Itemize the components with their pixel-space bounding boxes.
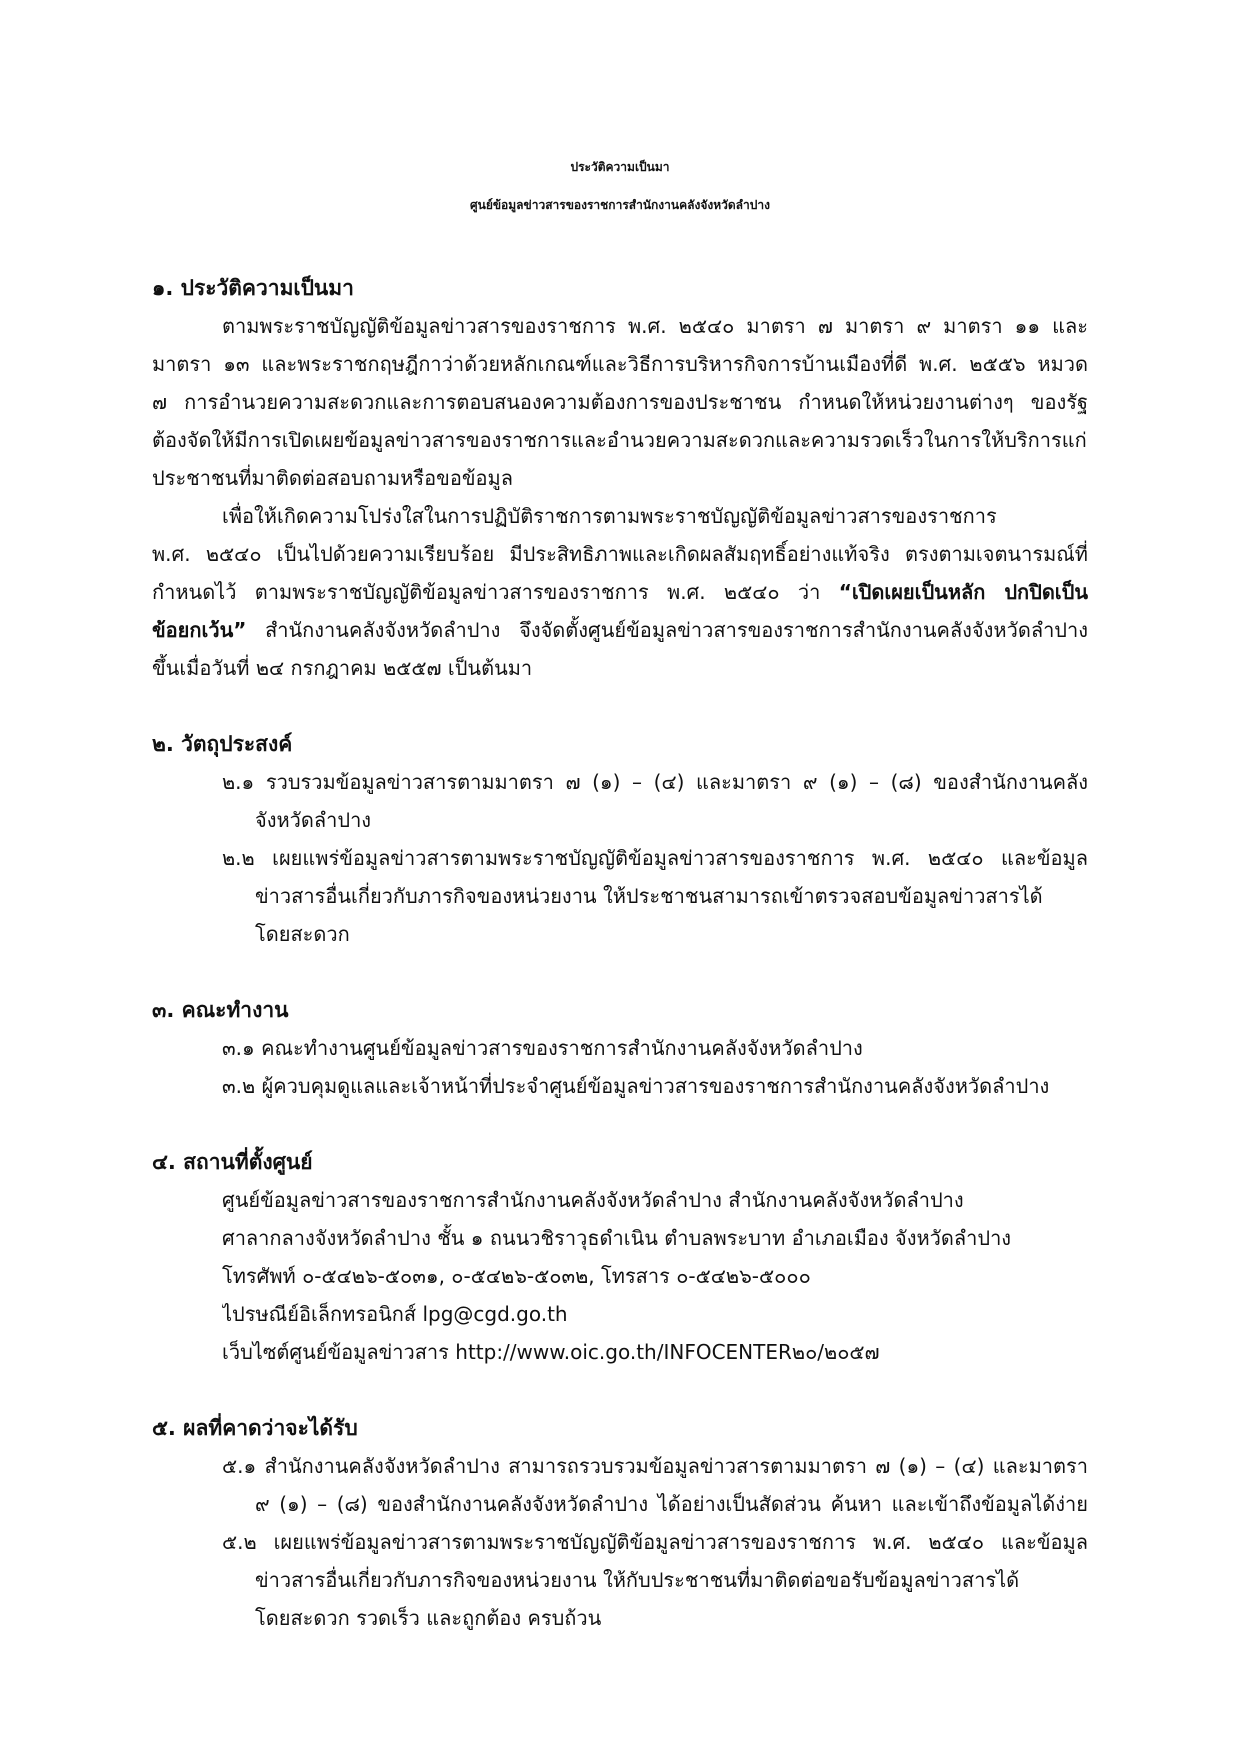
list-item: ๕.๒ เผยแพร่ข้อมูลข่าวสารตามพระราชบัญญัติข้อมูลข่าวสารของราชการ พ.ศ. ๒๕๔๐ และข้อมูล <box>222 1530 1088 1554</box>
paragraph-line: ต้องจัดให้มีการเปิดเผยข้อมูลข่าวสารของราชการและอำนวยความสะดวกและความรวดเร็วในการให้บริการแก่ <box>152 428 1087 452</box>
paragraph-line: ขึ้นเมื่อวันที่ ๒๔ กรกฎาคม ๒๕๕๗ เป็นต้นมา <box>152 656 533 680</box>
paragraph-line: เพื่อให้เกิดความโปร่งใสในการปฏิบัติราชการตามพระราชบัญญัติข้อมูลข่าวสารของราชการ <box>222 504 997 528</box>
list-item: ๒.๒ เผยแพร่ข้อมูลข่าวสารตามพระราชบัญญัติข้อมูลข่าวสารของราชการ พ.ศ. ๒๕๔๐ และข้อมูล <box>222 846 1088 870</box>
document-title: ประวัติความเป็นมา <box>570 160 670 174</box>
list-item: ๓.๒ ผู้ควบคุมดูแลและเจ้าหน้าที่ประจำศูนย์ข้อมูลข่าวสารของราชการสำนักงานคลังจังหวัดลำปาง <box>222 1074 1050 1098</box>
paragraph-line: มาตรา ๑๓ และพระราชกฤษฎีกาว่าด้วยหลักเกณฑ์และวิธีการบริหารกิจการบ้านเมืองที่ดี พ.ศ. ๒๕๕๖ หมวด <box>152 352 1088 376</box>
list-item-continuation: จังหวัดลำปาง <box>255 808 372 832</box>
emphasis-text: “เปิดเผยเป็นหลัก ปกปิดเป็น <box>838 580 1088 604</box>
paragraph-text: กำหนดไว้ ตามพระราชบัญญัติข้อมูลข่าวสารของราชการ พ.ศ. ๒๕๔๐ ว่า <box>152 580 839 604</box>
document-subtitle: ศูนย์ข้อมูลข่าวสารของราชการสำนักงานคลังจังหวัดลำปาง <box>470 198 770 212</box>
list-item-continuation: ข่าวสารอื่นเกี่ยวกับภารกิจของหน่วยงาน ให้ประชาชนสามารถเข้าตรวจสอบข้อมูลข่าวสารได้ <box>255 884 1043 908</box>
paragraph-line: ตามพระราชบัญญัติข้อมูลข่าวสารของราชการ พ.ศ. ๒๕๔๐ มาตรา ๗ มาตรา ๙ มาตรา ๑๑ และ <box>222 314 1088 338</box>
email-line: ไปรษณีย์อิเล็กทรอนิกส์ lpg@cgd.go.th <box>222 1302 568 1326</box>
list-item: ๒.๑ รวบรวมข้อมูลข่าวสารตามมาตรา ๗ (๑) – (๔) และมาตรา ๙ (๑) – (๘) ของสำนักงานคลัง <box>222 770 1088 794</box>
section-5-heading: ๕. ผลที่คาดว่าจะได้รับ <box>152 1416 358 1440</box>
paragraph-line <box>152 614 1088 646</box>
emphasis-text: ข้อยกเว้น” <box>152 618 247 642</box>
section-4-heading: ๔. สถานที่ตั้งศูนย์ <box>152 1150 313 1174</box>
list-item: ๕.๑ สำนักงานคลังจังหวัดลำปาง สามารถรวบรวมข้อมูลข่าวสารตามมาตรา ๗ (๑) – (๔) และมาตรา <box>222 1454 1088 1478</box>
phone-line: โทรศัพท์ ๐-๕๔๒๖-๕๐๓๑, ๐-๕๔๒๖-๕๐๓๒, โทรสาร ๐-๕๔๒๖-๕๐๐๐ <box>222 1264 811 1288</box>
section-3-heading: ๓. คณะทำงาน <box>152 998 289 1022</box>
list-item-continuation: โดยสะดวก <box>255 922 350 946</box>
section-1-heading: ๑. ประวัติความเป็นมา <box>152 276 354 300</box>
list-item-continuation: ๙ (๑) – (๘) ของสำนักงานคลังจังหวัดลำปาง ได้อย่างเป็นสัดส่วน ค้นหา และเข้าถึงข้อมูลได้ง่าย <box>255 1492 1088 1516</box>
paragraph-line: ๗ การอำนวยความสะดวกและการตอบสนองความต้องการของประชาชน กำหนดให้หน่วยงานต่างๆ ของรัฐ <box>152 390 1088 414</box>
paragraph-line <box>152 576 1088 608</box>
address-line: ศาลากลางจังหวัดลำปาง ชั้น ๑ ถนนวชิราวุธดำเนิน ตำบลพระบาท อำเภอเมือง จังหวัดลำปาง <box>222 1226 1012 1250</box>
list-item-continuation: ข่าวสารอื่นเกี่ยวกับภารกิจของหน่วยงาน ให้กับประชาชนที่มาติดต่อขอรับข้อมูลข่าวสารได้ <box>255 1568 1020 1592</box>
address-line: ศูนย์ข้อมูลข่าวสารของราชการสำนักงานคลังจังหวัดลำปาง สำนักงานคลังจังหวัดลำปาง <box>222 1188 964 1212</box>
list-item: ๓.๑ คณะทำงานศูนย์ข้อมูลข่าวสารของราชการสำนักงานคลังจังหวัดลำปาง <box>222 1036 863 1060</box>
website-line: เว็บไซต์ศูนย์ข้อมูลข่าวสาร http://www.oic.go.th/INFOCENTER๒๐/๒๐๕๗ <box>222 1340 880 1364</box>
paragraph-line: พ.ศ. ๒๕๔๐ เป็นไปด้วยความเรียบร้อย มีประสิทธิภาพและเกิดผลสัมฤทธิ์อย่างแท้จริง ตรงตามเจตนารมณ์ที่ <box>152 542 1088 566</box>
list-item-continuation: โดยสะดวก รวดเร็ว และถูกต้อง ครบถ้วน <box>255 1606 602 1630</box>
paragraph-text: สำนักงานคลังจังหวัดลำปาง จึงจัดตั้งศูนย์ข้อมูลข่าวสารของราชการสำนักงานคลังจังหวัดลำปาง <box>246 618 1088 642</box>
section-2-heading: ๒. วัตถุประสงค์ <box>152 732 293 756</box>
paragraph-line: ประชาชนที่มาติดต่อสอบถามหรือขอข้อมูล <box>152 466 513 490</box>
